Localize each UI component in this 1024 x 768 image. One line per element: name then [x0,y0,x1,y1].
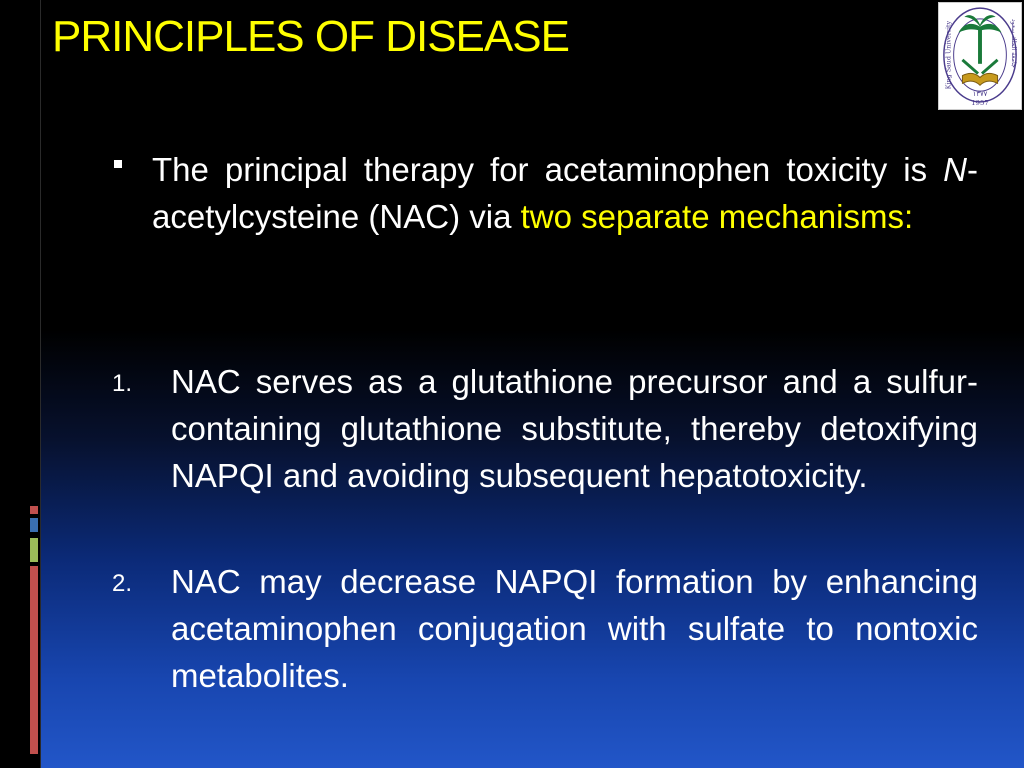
slide-title: PRINCIPLES OF DISEASE [52,12,569,61]
list-number-2: 2. [112,570,133,597]
university-logo [938,2,1022,110]
intro-paragraph [152,146,978,240]
stripe-blue [30,518,38,532]
stripe-green [30,538,38,562]
decorative-stripes [0,0,40,768]
list-number-1: 1. [112,370,133,397]
list-item-2: NAC may decrease NAPQI formation by enhancing acetaminophen conjugation with sulfate to nontoxic metabolites. [171,563,978,694]
svg-text:King Saud University: King Saud University [945,20,953,90]
svg-text:١٣٧٧: ١٣٧٧ [972,90,988,99]
university-seal-icon [939,3,1021,109]
bullet-square-icon [114,160,122,168]
svg-text:جامعة الملك سعود: جامعة الملك سعود [1010,18,1018,68]
intro-text-part2: -acetylcysteine (NAC) via [152,151,978,235]
svg-text:1957: 1957 [971,98,989,107]
list-item-1: NAC serves as a glutathione precursor and a sulfur-containing glutathione substitute, thereby detoxifying NAPQI and avoiding subsequent hepatotoxicity. [171,363,978,494]
stripe-red-top [30,506,38,514]
stripe-red-long [30,566,38,754]
intro-text-part1: The principal therapy for acetaminophen toxicity is [152,151,944,188]
intro-highlight: two separate mechanisms: [520,198,914,235]
intro-italic-n: N [943,151,967,188]
